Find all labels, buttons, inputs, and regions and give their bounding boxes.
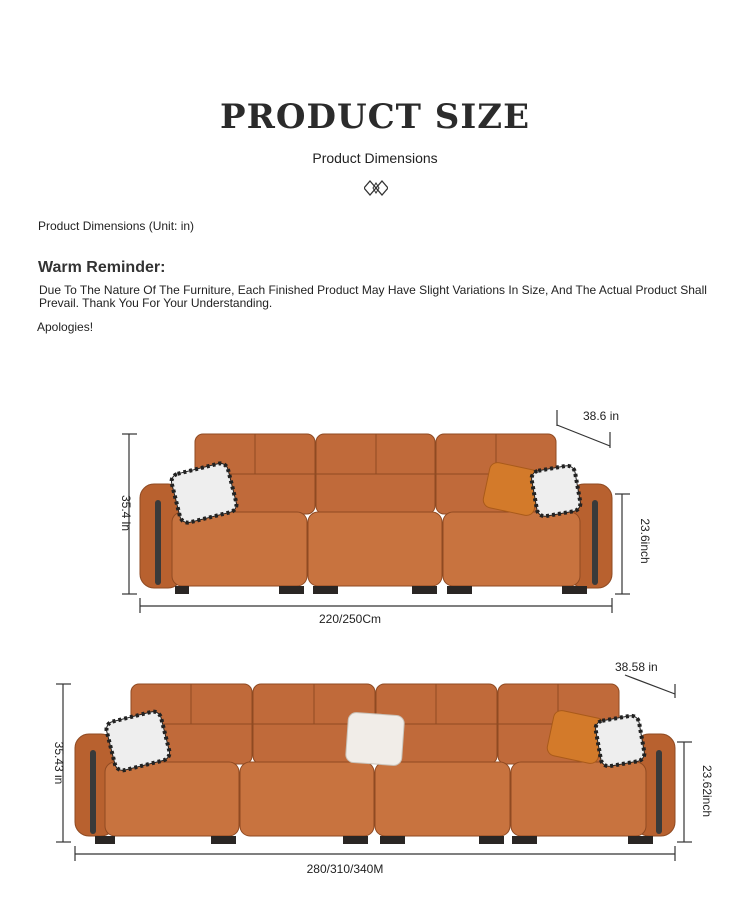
sofa-3-depth: 38.6 in — [583, 409, 620, 423]
white-pillow — [345, 712, 404, 766]
sofa-3-height: 35.4 in — [119, 494, 133, 532]
apologies-text: Apologies! — [37, 320, 94, 334]
unit-note: Product Dimensions (Unit: in) — [38, 219, 195, 233]
sofa-4-seat-height: 23.62inch — [700, 764, 714, 818]
sofa-3-width: 220/250Cm — [318, 612, 382, 626]
page-title: PRODUCT SIZE — [220, 97, 530, 137]
houndstooth-pillow-right-4 — [594, 715, 645, 768]
page-subtitle: Product Dimensions — [312, 150, 438, 166]
sofa-4-depth: 38.58 in — [615, 660, 658, 674]
sofa-4-width: 280/310/340M — [306, 862, 384, 876]
sofa-3-seat-height: 23.6inch — [638, 518, 652, 564]
sofa-4-height: 35.43 in — [52, 741, 66, 785]
reminder-title: Warm Reminder: — [38, 259, 166, 276]
reminder-body: Due To The Nature Of The Furniture, Each Finished Product May Have Slight Variations In Size, And The Actual Product Shall Prevail. Thank You For Your Understanding. — [39, 283, 707, 310]
